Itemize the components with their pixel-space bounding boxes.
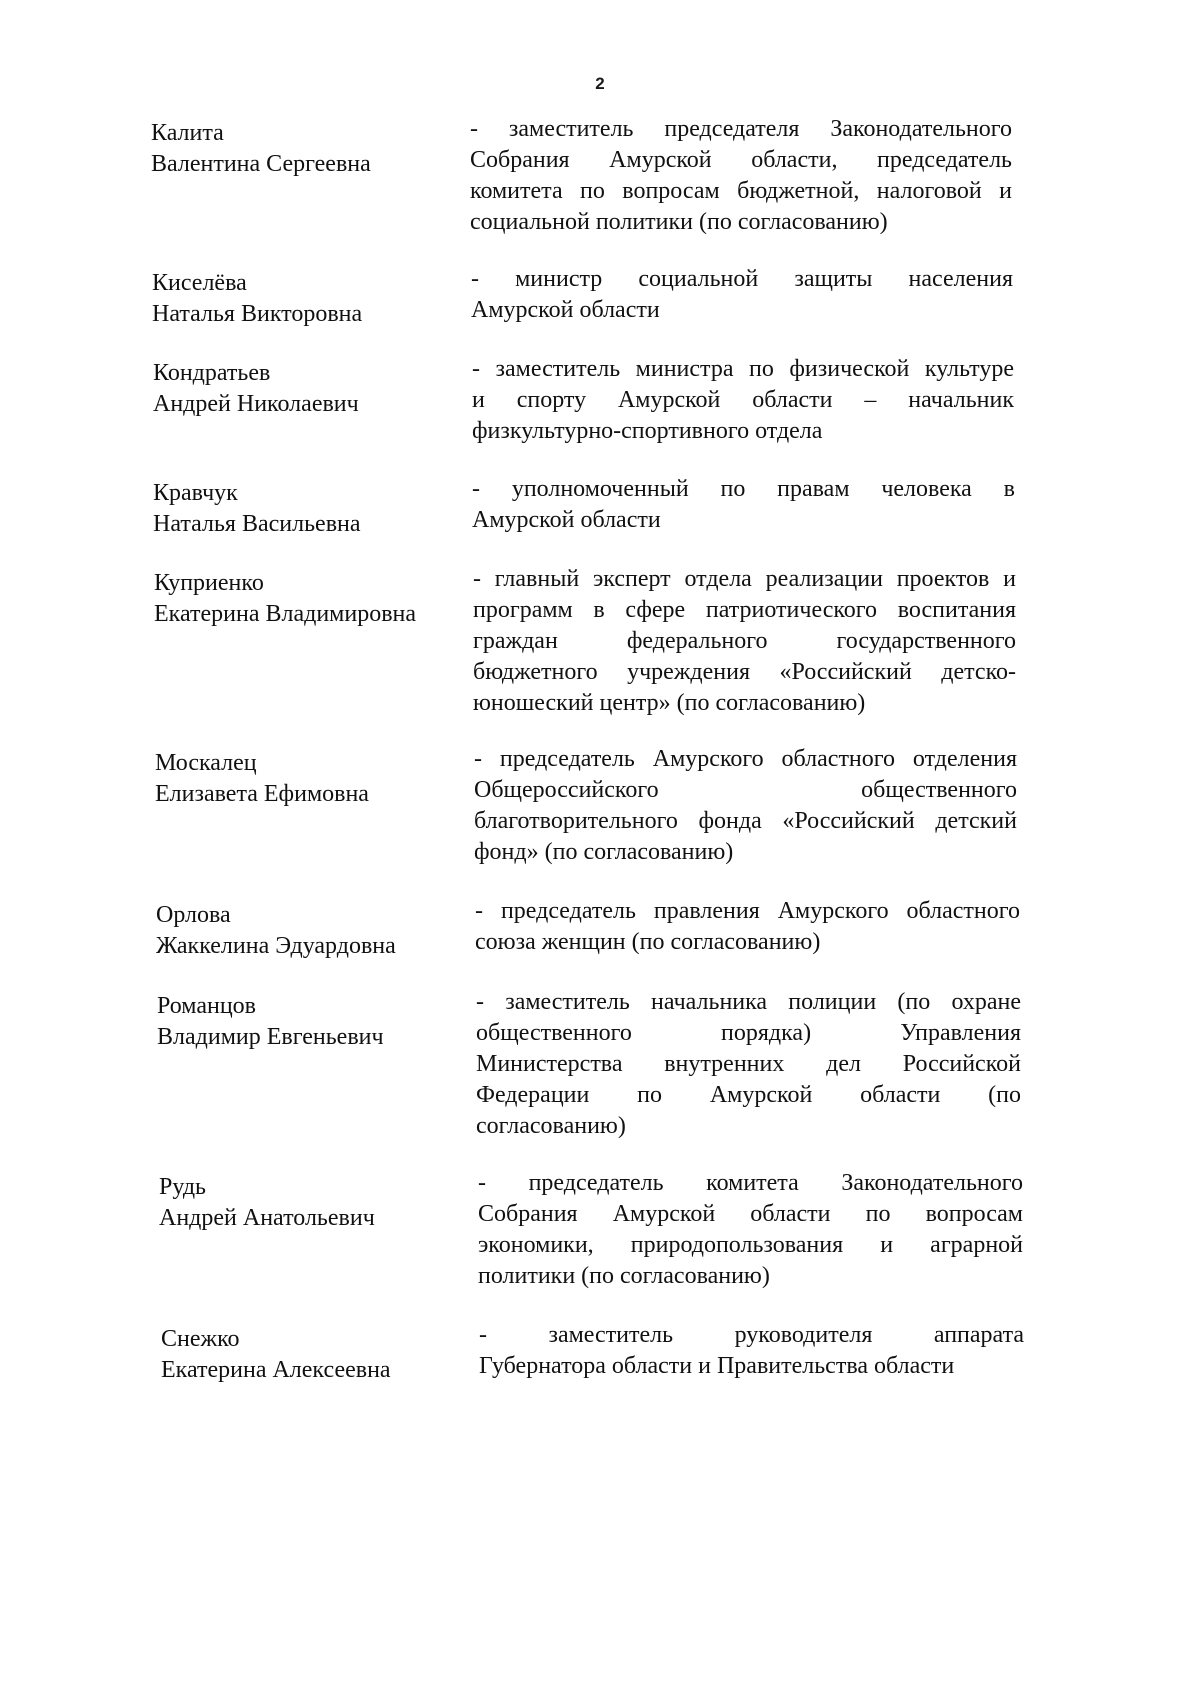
position-line: бюджетного учреждения «Российский детско- — [473, 659, 1016, 685]
page-number: 2 — [595, 74, 605, 93]
member-given-names: Наталья Васильевна — [153, 511, 361, 537]
member-position — [475, 896, 1020, 958]
member-surname: Москалец — [155, 750, 257, 776]
member-name — [156, 900, 476, 962]
member-surname: Кравчук — [153, 480, 238, 506]
position-line: физкультурно-спортивного отдела — [472, 418, 823, 444]
member-given-names: Екатерина Владимировна — [154, 601, 417, 627]
position-line: союза женщин (по согласованию) — [475, 929, 821, 955]
position-line: программ в сфере патриотического воспитания — [473, 597, 1016, 623]
member-position — [476, 987, 1021, 1142]
position-line: Общероссийского общественного — [474, 777, 1017, 803]
member-name — [161, 1324, 481, 1386]
position-line: - председатель Амурского областного отделения — [474, 746, 1017, 772]
position-line: Собрания Амурской области по вопросам — [478, 1201, 1023, 1227]
position-line: юношеский центр» (по согласованию) — [473, 690, 866, 716]
member-name — [155, 748, 475, 810]
member-surname: Калита — [151, 120, 224, 146]
member-surname: Киселёва — [152, 270, 247, 296]
member-name — [152, 268, 472, 330]
member-name — [153, 478, 473, 540]
position-line: - уполномоченный по правам человека в — [472, 476, 1015, 502]
position-line: Губернатора области и Правительства области — [479, 1353, 955, 1379]
member-name — [153, 358, 473, 420]
member-position — [472, 474, 1015, 536]
member-surname: Куприенко — [154, 570, 264, 596]
position-line: граждан федерального государственного — [473, 628, 1016, 654]
member-position — [474, 744, 1017, 868]
member-name — [159, 1172, 479, 1234]
position-line: Амурской области — [471, 297, 660, 323]
member-given-names: Наталья Викторовна — [152, 301, 363, 327]
member-given-names: Елизавета Ефимовна — [155, 781, 369, 807]
member-position — [470, 114, 1012, 238]
member-name — [151, 118, 471, 180]
position-line: Собрания Амурской области, председатель — [470, 147, 1012, 173]
member-given-names: Андрей Николаевич — [153, 391, 359, 417]
member-position — [471, 264, 1013, 326]
position-line: - заместитель министра по физической культуре — [472, 356, 1014, 382]
position-line: и спорту Амурской области – начальник — [472, 387, 1014, 413]
member-position — [479, 1320, 1024, 1382]
member-position — [473, 564, 1016, 719]
member-given-names: Андрей Анатольевич — [159, 1205, 375, 1231]
member-given-names: Жаккелина Эдуардовна — [156, 933, 396, 959]
position-line: Федерации по Амурской области (по — [476, 1082, 1021, 1108]
position-line: - заместитель руководителя аппарата — [479, 1322, 1024, 1348]
member-given-names: Екатерина Алексеевна — [161, 1357, 391, 1383]
member-position — [472, 354, 1014, 447]
position-line: - заместитель председателя Законодательного — [470, 116, 1012, 142]
member-position — [478, 1168, 1023, 1292]
position-line: - председатель правления Амурского областного — [475, 898, 1020, 924]
position-line: - председатель комитета Законодательного — [478, 1170, 1023, 1196]
member-surname: Орлова — [156, 902, 231, 928]
member-surname: Кондратьев — [153, 360, 271, 386]
position-line: политики (по согласованию) — [478, 1263, 770, 1289]
position-line: социальной политики (по согласованию) — [470, 209, 888, 235]
member-name — [154, 568, 474, 630]
member-given-names: Валентина Сергеевна — [151, 151, 371, 177]
position-line: благотворительного фонда «Российский детский — [474, 808, 1017, 834]
position-line: - главный эксперт отдела реализации проектов и — [473, 566, 1016, 592]
position-line: Амурской области — [472, 507, 661, 533]
position-line: - министр социальной защиты населения — [471, 266, 1013, 292]
member-surname: Романцов — [157, 993, 256, 1019]
position-line: Министерства внутренних дел Российской — [476, 1051, 1021, 1077]
position-line: общественного порядка) Управления — [476, 1020, 1021, 1046]
position-line: экономики, природопользования и аграрной — [478, 1232, 1023, 1258]
position-line: - заместитель начальника полиции (по охране — [476, 989, 1021, 1015]
member-name — [157, 991, 477, 1053]
member-surname: Снежко — [161, 1326, 240, 1352]
member-surname: Рудь — [159, 1174, 206, 1200]
position-line: комитета по вопросам бюджетной, налоговой и — [470, 178, 1012, 204]
position-line: фонд» (по согласованию) — [474, 839, 734, 865]
member-given-names: Владимир Евгеньевич — [157, 1024, 384, 1050]
position-line: согласованию) — [476, 1113, 626, 1139]
